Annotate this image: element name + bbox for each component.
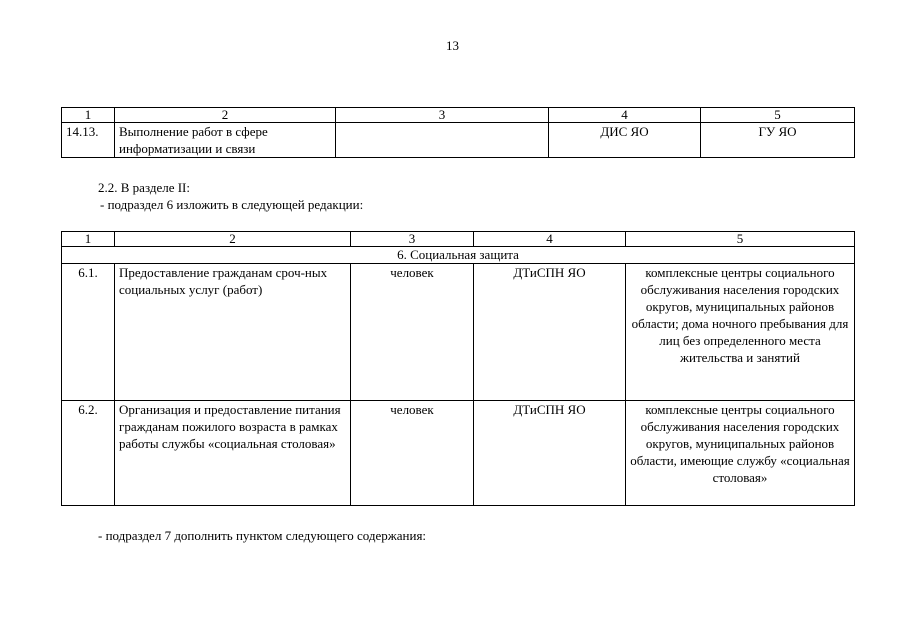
paragraph-section-2-2: 2.2. В разделе II: [98,180,191,195]
row-unit: человек [351,264,474,401]
section-title: 6. Социальная защита [62,247,855,264]
table-row [62,264,855,401]
section-title-row [62,247,855,264]
row-number: 6.2. [62,401,115,506]
column-header: 2 [115,108,336,123]
row-executor: комплексные центры социального обслуживания населения городских округов, муниципальных районов области, имеющие службу «социальная столовая» [626,401,855,506]
table-header-row [62,108,855,123]
row-responsible: ДТиСПН ЯО [474,264,626,401]
column-header: 3 [336,108,549,123]
row-name: Предоставление гражданам сроч-ных социальных услуг (работ) [115,264,351,401]
table-row [62,401,855,506]
paragraph-subsection-7: - подраздел 7 дополнить пунктом следующего содержания: [98,528,427,543]
column-header: 1 [62,108,115,123]
column-header: 2 [115,232,351,247]
row-name: Организация и предоставление питания гражданам пожилого возраста в рамках работы службы «социальная столовая» [115,401,351,506]
column-header: 4 [474,232,626,247]
table-social-protection [61,231,855,506]
row-executor: ГУ ЯО [701,123,855,158]
row-responsible: ДИС ЯО [549,123,701,158]
row-number: 14.13. [62,123,115,158]
row-name: Выполнение работ в сфере информатизации и связи [115,123,336,158]
row-responsible: ДТиСПН ЯО [474,401,626,506]
table-continuation [61,107,855,158]
row-number: 6.1. [62,264,115,401]
column-header: 5 [701,108,855,123]
row-unit [336,123,549,158]
column-header: 3 [351,232,474,247]
table-header-row [62,232,855,247]
paragraph-subsection-6: - подраздел 6 изложить в следующей редакции: [100,197,364,212]
table-row [62,123,855,158]
column-header: 4 [549,108,701,123]
row-executor: комплексные центры социального обслуживания населения городских округов, муниципальных районов области; дома ночного пребывания для лиц без определенного места жительства и занятий [626,264,855,401]
row-unit: человек [351,401,474,506]
column-header: 1 [62,232,115,247]
column-header: 5 [626,232,855,247]
page-number: 13 [446,38,459,53]
